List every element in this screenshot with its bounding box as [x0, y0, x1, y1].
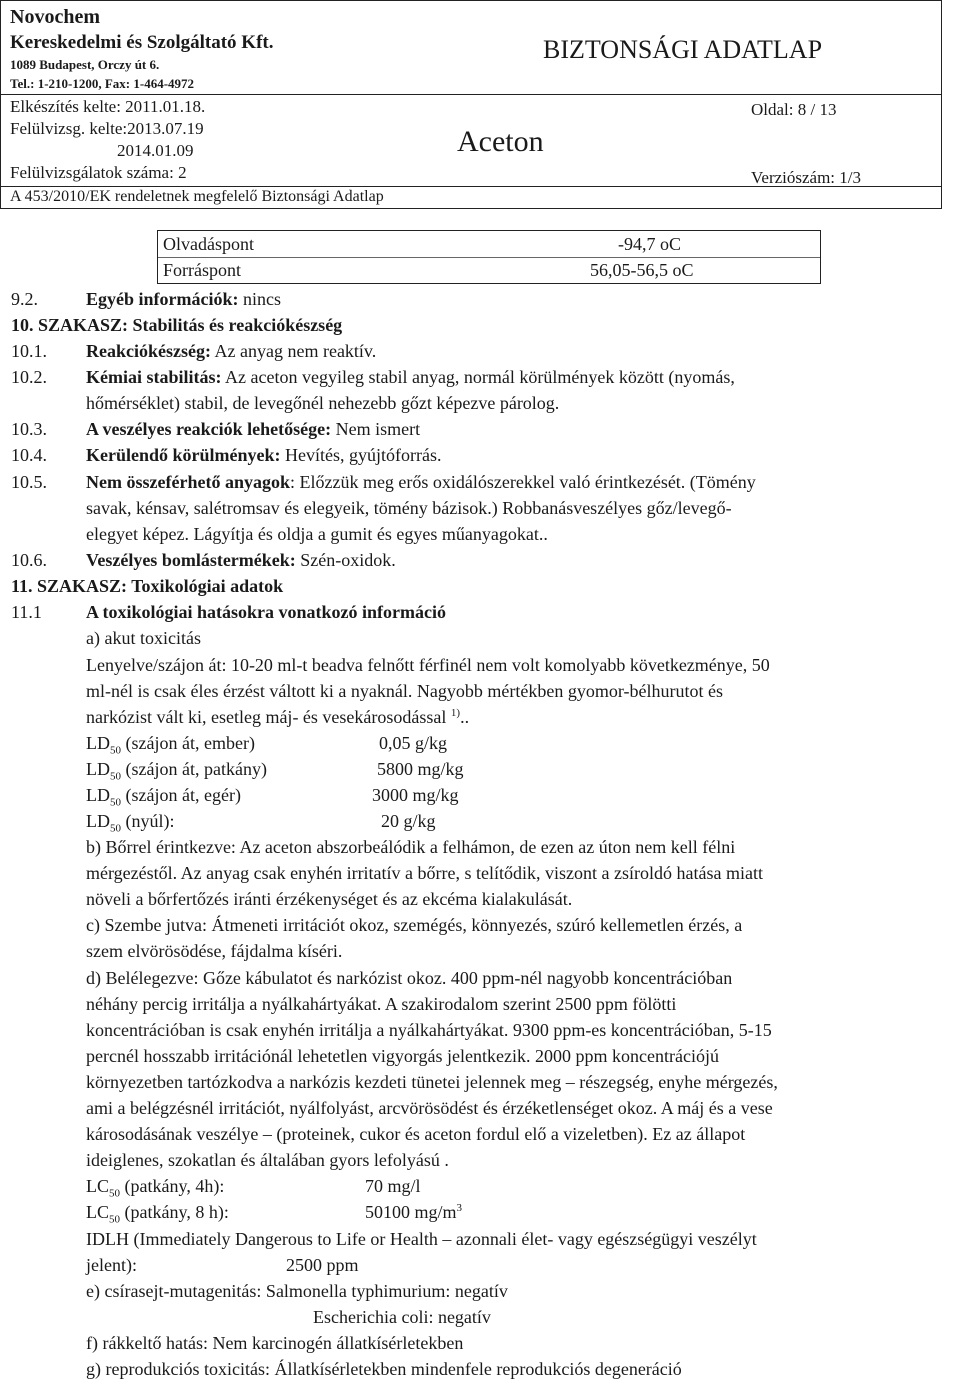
ld-subscript: 50	[110, 822, 121, 835]
ld50-value: 5800 mg/kg	[377, 759, 464, 779]
property-table	[157, 230, 821, 284]
acute-toxicity-text-3-main: narkózist vált ki, esetleg máj- és vesekárosodással	[86, 707, 447, 727]
section-10-1-number: 10.1.	[11, 341, 47, 361]
section-10-5-title: Nem összeférhető anyagok	[86, 472, 290, 492]
melting-point-value: -94,7 oC	[618, 234, 681, 254]
product-name: Aceton	[457, 125, 544, 158]
section-10-2-text: Az aceton vegyileg stabil anyag, normál körülmények között (nyomás,	[225, 367, 735, 387]
section-10-3-title: A veszélyes reakciók lehetősége:	[86, 419, 332, 439]
lc-label: (patkány, 4h):	[120, 1176, 225, 1196]
section-10-2	[86, 365, 735, 389]
company-name: Novochem	[10, 6, 100, 28]
ld50-value: 0,05 g/kg	[379, 733, 448, 753]
section-10-5	[86, 470, 756, 494]
inhalation-text-5: környezetben tartózkodva a narkózis kezdeti tünetei jelennek meg – részegség, enyhe mérgezés,	[86, 1072, 778, 1092]
section-10-5-text-2: savak, kénsav, salétromsav és elegyeik, tömény bázisok.) Robbanásveszélyes gőz/levegő-	[86, 498, 732, 518]
company-subtitle: Kereskedelmi és Szolgáltató Kft.	[10, 32, 274, 53]
section-10-4	[86, 443, 441, 467]
section-10-1	[86, 339, 376, 363]
skin-contact-text-2: mérgezéstől. Az anyag csak enyhén irritatív a bőrre, s telítődik, viszont a zsíroldó hatása miatt	[86, 863, 763, 883]
mutagenicity-text-2: Escherichia coli: negatív	[313, 1307, 491, 1327]
section-11-heading: 11. SZAKASZ: Toxikológiai adatok	[11, 576, 284, 596]
melting-point-label: Olvadáspont	[163, 234, 254, 254]
section-10-6-text: Szén-oxidok.	[300, 550, 396, 570]
created-date: Elkészítés kelte: 2011.01.18.	[10, 97, 206, 116]
inhalation-text-1: d) Belélegezve: Gőze kábulatot és narkózist okoz. 400 ppm-nél nagyobb koncentrációban	[86, 968, 733, 988]
lc-subscript: 50	[109, 1213, 121, 1226]
document-header	[0, 0, 942, 209]
company-address: 1089 Budapest, Orczy út 6.	[10, 57, 160, 72]
inhalation-text-7: károsodásának veszélye – (proteinek, cukor és aceton fordul elő a vizeletben). Ez az állapot	[86, 1124, 746, 1144]
section-10-4-number: 10.4.	[11, 445, 47, 465]
document-title: BIZTONSÁGI ADATLAP	[543, 35, 823, 64]
revision-count: Felülvizsgálatok száma: 2	[10, 163, 187, 182]
header-divider-2	[1, 186, 941, 187]
ld-prefix: LD	[86, 733, 110, 753]
acute-toxicity-text-1: Lenyelve/szájon át: 10-20 ml-t beadva felnőtt férfinél nem volt komolyabb következménye, 50	[86, 655, 770, 675]
section-10-5-text-3: elegyet képez. Lágyítja és oldja a gumit és egyes műanyagokat..	[86, 524, 548, 544]
ld-label: (szájon át, patkány)	[121, 759, 267, 779]
eye-contact-text-2: szem elvörösödése, fájdalma kíséri.	[86, 941, 343, 961]
header-divider	[1, 94, 941, 95]
footnote-ref: 1)	[450, 707, 461, 719]
acute-toxicity-text-3-end: ..	[460, 707, 470, 727]
inhalation-text-8: ideiglenes, szokatlan és általában gyors lefolyású .	[86, 1150, 449, 1170]
idlh-text-2: jelent):	[86, 1255, 137, 1275]
section-10-6-title: Veszélyes bomlástermékek:	[86, 550, 296, 570]
section-10-2-number: 10.2.	[11, 367, 47, 387]
lc50-value: 70 mg/l	[365, 1176, 421, 1196]
idlh-text-1: IDLH (Immediately Dangerous to Life or Health – azonnali élet- vagy egészségügyi veszélyt	[86, 1229, 757, 1249]
section-10-5-text: : Előzzük meg erős oxidálószerekkel való érintkezését. (Tömény	[289, 472, 756, 492]
lc50-row	[86, 1200, 229, 1224]
lc-label: (patkány, 8 h):	[120, 1202, 229, 1222]
ld-prefix: LD	[86, 785, 110, 805]
ld-subscript: 50	[110, 796, 121, 809]
table-row-divider	[158, 257, 820, 258]
section-9-2	[86, 287, 281, 311]
section-10-3-number: 10.3.	[11, 419, 47, 439]
section-10-6-number: 10.6.	[11, 550, 47, 570]
inhalation-text-3: koncentrációban is csak enyhén irritálja a nyálkahártyákat. 9300 ppm-es koncentrációban, 5-15	[86, 1020, 772, 1040]
section-10-4-title: Kerülendő körülmények:	[86, 445, 281, 465]
section-11-1-number: 11.1	[11, 602, 42, 622]
boiling-point-label: Forráspont	[163, 260, 241, 280]
unit-superscript: 3	[456, 1202, 463, 1214]
section-9-2-title: Egyéb információk:	[86, 289, 239, 309]
acute-toxicity-text-2: ml-nél is csak éles érzést váltott ki a nyaknál. Nagyobb mértékben gyomor-bélhurutot és	[86, 681, 723, 701]
ld-prefix: LD	[86, 759, 110, 779]
page-number: Oldal: 8 / 13	[751, 100, 837, 119]
company-phone: Tel.: 1-210-1200, Fax: 1-464-4972	[10, 76, 195, 91]
lc50-value	[365, 1200, 462, 1224]
carcinogenicity-text: f) rákkeltő hatás: Nem karcinogén állatkísérletekben	[86, 1333, 464, 1353]
inhalation-text-2: néhány percig irritálja a nyálkahártyákat. A szakirodalom szerint 2500 ppm fölötti	[86, 994, 677, 1014]
idlh-value: 2500 ppm	[286, 1255, 359, 1275]
inhalation-text-6: ami a belégzésnél irritációt, nyálfolyást, arcvörösödést és érzéketlenséget okoz. A máj és a vese	[86, 1098, 773, 1118]
section-10-5-number: 10.5.	[11, 472, 47, 492]
regulation-note: A 453/2010/EK rendeletnek megfelelő Biztonsági Adatlap	[10, 188, 384, 205]
revised-date: Felülvizsg. kelte:2013.07.19	[10, 119, 204, 138]
ld-label: (szájon át, egér)	[121, 785, 241, 805]
lc-subscript: 50	[109, 1187, 121, 1200]
skin-contact-text-3: növeli a bőrfertőzés iránti érzékenységet és az ekcéma kialakulását.	[86, 889, 573, 909]
lc-prefix: LC	[86, 1176, 110, 1196]
version-number: Verziószám: 1/3	[751, 168, 861, 187]
section-11-1-title: A toxikológiai hatásokra vonatkozó információ	[86, 602, 447, 622]
revised-date-2: 2014.01.09	[117, 141, 194, 160]
section-9-2-number: 9.2.	[11, 289, 38, 309]
section-10-2-text-2: hőmérséklet) stabil, de levegőnél nehezebb gőzt képezve párolog.	[86, 393, 560, 413]
boiling-point-value: 56,05-56,5 oC	[590, 260, 694, 280]
section-10-2-title: Kémiai stabilitás:	[86, 367, 222, 387]
lc50-row	[86, 1174, 224, 1198]
section-10-3-text: Nem ismert	[335, 419, 421, 439]
section-9-2-text: nincs	[243, 289, 281, 309]
acute-toxicity-text-3	[86, 705, 469, 729]
ld50-row	[86, 757, 267, 781]
ld50-row	[86, 783, 241, 807]
ld50-row	[86, 809, 175, 833]
ld-subscript: 50	[110, 744, 121, 757]
section-10-6	[86, 548, 396, 572]
section-10-heading: 10. SZAKASZ: Stabilitás és reakciókészség	[11, 315, 343, 335]
mutagenicity-text-1: e) csírasejt-mutagenitás: Salmonella typhimurium: negatív	[86, 1281, 508, 1301]
ld-subscript: 50	[110, 770, 121, 783]
section-10-1-text: Az anyag nem reaktív.	[214, 341, 377, 361]
ld50-value: 20 g/kg	[381, 811, 436, 831]
section-10-3	[86, 417, 420, 441]
inhalation-text-4: percnél hosszabb irritációnál lehetetlen vigyorgás jelentkezik. 2000 ppm koncentrációjú	[86, 1046, 719, 1066]
reproductive-toxicity-text: g) reprodukciós toxicitás: Állatkísérletekben mindenfele reprodukciós degeneráció	[86, 1359, 682, 1379]
ld-label: (szájon át, ember)	[121, 733, 255, 753]
skin-contact-text-1: b) Bőrrel érintkezve: Az aceton abszorbeálódik a felhámon, de ezen az úton nem kell félni	[86, 837, 736, 857]
section-10-1-title: Reakciókészség:	[86, 341, 211, 361]
section-10-4-text: Hevítés, gyújtóforrás.	[285, 445, 442, 465]
lc-prefix: LC	[86, 1202, 110, 1222]
ld50-row	[86, 731, 255, 755]
acute-toxicity-heading: a) akut toxicitás	[86, 628, 201, 648]
lc50-value-main: 50100 mg/m	[365, 1202, 457, 1222]
ld50-value: 3000 mg/kg	[372, 785, 459, 805]
ld-prefix: LD	[86, 811, 110, 831]
eye-contact-text-1: c) Szembe jutva: Átmeneti irritációt okoz, szemégés, könnyezés, szúró kellemetlen érzés, a	[86, 915, 743, 935]
ld-label: (nyúl):	[121, 811, 175, 831]
